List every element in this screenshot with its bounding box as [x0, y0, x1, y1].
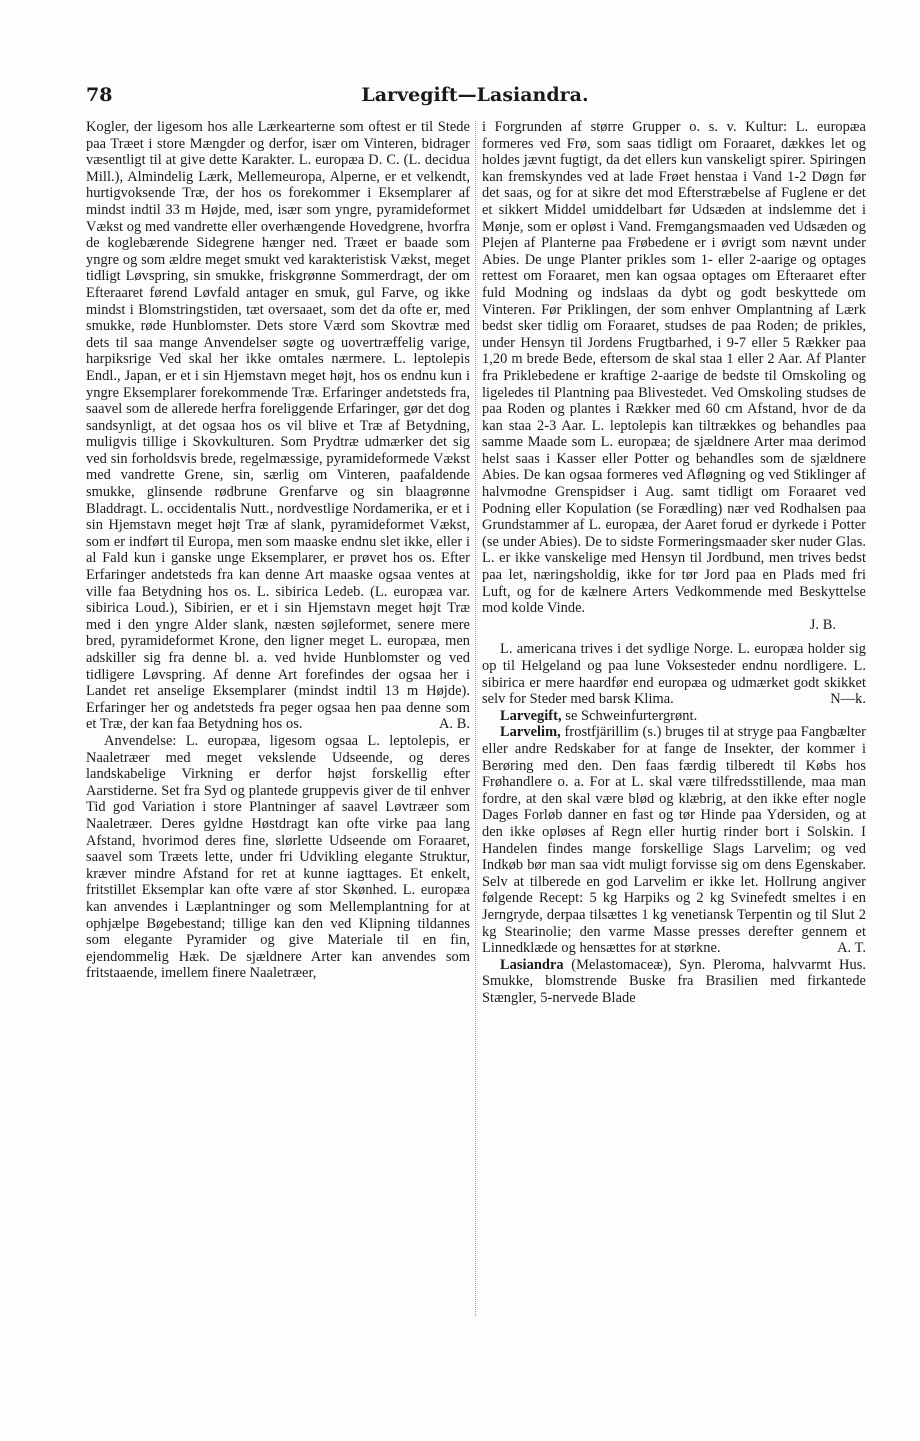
column-divider	[475, 121, 476, 1316]
author-signature: J. B.	[809, 616, 836, 633]
entry-larix-usage	[86, 733, 470, 982]
entry-headword: Larvelim,	[500, 724, 561, 741]
author-signature: N—k.	[830, 691, 866, 708]
right-column	[482, 119, 866, 1006]
paragraph-text: frostfjärillim (s.) bruges til at stryge paa Fangbælter eller andre Redskaber for at fange de Insekter, der kommer i Berøring med den. Den faas færdig tilberedt til Købs hos Frøhandlere o. a. For at L. skal være tilfredsstillende, maa man fordre, at den skal være blød og klæbrig, at den ikke efter nogle Dages Forløb danner en fast og tør Hinde paa Ydersiden, og at den ikke opløses af Regn eller hurtig rinder bort i Solskin. I Handelen findes mange forskellige Slags Larvelim; og ved Indkøb bør man saa vidt muligt forvisse sig om dens Egenskaber. Selv at tilberede en god Larvelim er ikke let. Hollrung angiver følgende Recept: 5 kg Harpiks og 2 kg Svinefedt smeltes i en Jerngryde, derpaa tilsættes 1 kg venetiansk Terpentin og til Slut 2 kg Stearinolie; den varme Masse presses derefter gennem et Linnedklæde og hensættes for at størkne.	[482, 724, 866, 957]
paragraph-text: se Schweinfurtergrønt.	[565, 707, 698, 724]
entry-larvegift	[482, 708, 866, 725]
left-column	[86, 119, 470, 982]
entry-headword: Larvegift,	[500, 707, 562, 724]
author-signature: A. B.	[438, 716, 470, 733]
entry-larix-norway	[482, 641, 866, 707]
page-number: 78	[86, 84, 113, 106]
entry-larix-description	[86, 119, 470, 733]
entry-larix-culture	[482, 119, 866, 617]
paragraph-text: Kogler, der ligesom hos alle Lærkearterne som oftest er til Stede paa Træet i store Mængder og derfor, især om Vinteren, bidrager væsentligt til at give dette Karakter. L. europæa D. C. (L. decidua Mill.), Almindelig Lærk, Mellemeuropa, Alperne, er et velkendt, hurtigvoksende Træ, der hos os forekommer i Eksemplarer af mindst indtil 33 m Højde, med, især som yngre, pyramideformet Vækst og med vandrette eller overhængende Hovedgrene, hvorfra de koglebærende Sidegrene hænger ned. Træet er baade som yngre og som ældre meget smukt ved karakteristisk Vækst, meget tidligt Løvspring, sin smukke, friskgrønne Sommerdragt, der om Efteraaret førend Løvfald antager en smuk, gul Farve, og ikke mindst i Blomstringstiden, tæt oversaaet, som det da ofte er, med smukke, røde Hunblomster. Dets store Værd som Skovtræ med dets til saa mange Anvendelser søgte og uovertræffelig varige, harpiksrige Ved skal her ikke omtales nærmere. L. leptolepis Endl., Japan, er et i sin Hjemstavn meget højt, hos os endnu kun i yngre Eksemplarer forekommende Træ. Erfaringer andetsteds fra, saavel som de allerede herfra foreliggende Erfaringer, gør det dog sandsynligt, at det ogsaa hos os vil blive et Træ af Betydning, muligvis tillige i Skovkulturen. Som Prydtræ udmærker det sig ved sin forholdsvis brede, regelmæssige, pyramideformede Vækst med vandrette Grene, sin, særlig om Vinteren, paafaldende smukke, glinsende rødbrune Grenfarve og sin blaagrønne Bladdragt. L. occidentalis Nutt., nordvestlige Nordamerika, er et i sin Hjemstavn meget højt Træ af slank, pyramideformet Vækst, som er indført til Europa, men som maaske endnu slet ikke, eller i al Fald kun i ganske unge Eksemplarer, er prøvet hos os. Efter Erfaringer andetsteds fra kan denne Art maaske ogsaa ventes at ville faa Betydning hos os. L. sibirica Ledeb. (L. europæa var. sibirica Loud.), Sibirien, er et i sin Hjemstavn meget højt Træ med i den yngre Alder slank, næsten søjleformet, senere mere bred, pyramideformet Krone, den ligner meget L. europæa, men adskiller sig fra denne bl. a. ved hvide Hunblomster og ved tidligere Løvspring. Af denne Art forefindes der ogsaa her i Landet ret anselige Eksemplarer (mindst indtil 13 m Højde). Erfaringer her og andetsteds fra peger ogsaa hen paa denne som et Træ, der kan faa Betydning hos os.	[86, 119, 470, 733]
author-signature: A. T.	[837, 940, 866, 957]
running-head: Larvegift—Lasiandra.	[361, 84, 589, 106]
entry-headword: Lasiandra	[500, 956, 564, 973]
page-header	[86, 84, 864, 114]
paragraph-text: i Forgrunden af større Grupper o. s. v. Kultur: L. europæa formeres ved Frø, som saas tidligt om Foraaret, dækkes let og holdes jævnt fugtigt, da det ellers kun vanskeligt spirer. Spiringen kan fremskyndes ved at lade Frøet henstaa i Vand 1-2 Døgn før det saas, og for at sikre det mod Efterstræbelse af Fuglene er det et sikkert Middel umiddelbart før Udsæden at indslemme det i Mønje, som er opløst i Vand. Fremgangsmaaden ved Udsæden og Plejen af Planterne paa Frøbedene er i øvrigt som nævnt under Abies. De unge Planter prikles som 1- eller 2-aarige og optages rettest om Foraaret, men kan ogsaa optages om Efteraaret efter fuld Modning og indslaas da dybt og godt beskyttede om Vinteren. Før Priklingen, der som enhver Omplantning af Lærk bedst sker tidlig om Foraaret, studses de paa Roden; de prikles, under Hensyn til Jordens Frugtbarhed, i 9-7 eller 5 Rækker paa 1,20 m brede Bede, eftersom de skal staa 1 eller 2 Aar. Af Planter fra Priklebedene er kraftige 2-aarige de bedste til Omskoling og ligeledes til Plantning paa Blivestedet. Ved Omskoling studses de paa Roden og plantes i Rækker med 60 cm Afstand, hvor de da kan staa 2-3 Aar. L. leptolepis kan tiltrækkes og behandles paa samme Maade som L. europæa; de sjældnere Arter maa derimod helst saas i Kasser eller Potter og behandles som de sjældnere Abies. De kan ogsaa formeres ved Afløgning og ved Stiklinger af halvmodne Grenspidser i Aug. samt tidligt om Foraaret ved Podning eller Kopulation (se Forædling) nær ved Rodhalsen paa Grundstammer af L. europæa, der Aaret forud er dyrkede i Potter (se under Abies). De to sidste Formeringsmaader sker nuder Glas. L. er ikke vanskelige med Hensyn til Jordbund, men trives bedst paa let, næringsholdig, ikke for tør Jord paa en Plads med fri Luft, og for de kælnere Arters Vedkommende med Beskyttelse mod kolde Vinde.	[482, 119, 866, 617]
paragraph-text: (Melastomaceæ), Syn. Pleroma, halvvarmt Hus. Smukke, blomstrende Buske fra Brasilien med firkantede Stængler, 5-nervede Blade	[482, 956, 866, 1006]
paragraph-text: Anvendelse: L. europæa, ligesom ogsaa L. leptolepis, er Naaletræer med meget vekslende Udseende, og deres landskabelige Virkning er derfor højst forskellig efter Aarstiderne. Set fra Syd og plantede gruppevis giver de til enhver Tid god Variation i store Plantninger af saavel Løvtræer som Naaletræer. Deres gyldne Høstdragt kan ofte virke paa lang Afstand, hvorimod deres fine, slørlette Udseende om Foraaret, saavel som Træets lette, under fri Udvikling elegante Struktur, kræver mindre Afstand for ret at kunne iagttages. Et enkelt, fritstillet Eksemplar kan ofte være af stor Skønhed. L. europæa kan anvendes i Læplantninger og som Mellemplantning for at ophjælpe Bøgebestand; tillige kan den ved Klipning tildannes som elegante Pyramider og give Materiale til en fin, ejendommelig Hæk. De sjældnere Arter kan anvendes som fritstaaende, imellem finere Naaletræer,	[86, 732, 470, 982]
entry-larvelim	[482, 724, 866, 956]
entry-lasiandra	[482, 957, 866, 1007]
paragraph-text: L. americana trives i det sydlige Norge. L. europæa holder sig op til Helgeland og paa lune Voksesteder endnu nordligere. L. sibirica er mere haardfør end europæa og udmærket godt skikket selv for Steder med barsk Klima.	[482, 641, 866, 708]
